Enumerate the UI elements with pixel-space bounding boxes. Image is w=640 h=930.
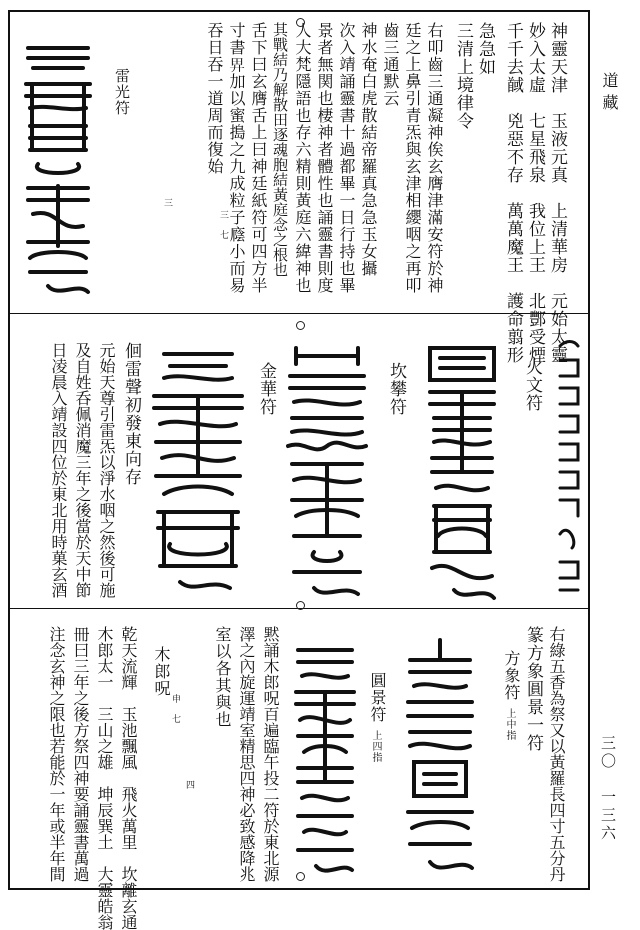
p1-col-10: 次入靖誦靈書十過都畢一日行持也畢 [337,22,356,294]
binding-hole-mid2 [296,601,305,610]
p3-label-yuanjing: 圓景符 [368,672,387,723]
p2-col-2: 元始天尊引雷炁以淨水咽之然後可施 [97,342,116,598]
p2-label-kan: 坎攀符 [386,362,406,416]
p1-mark-2: 三 [162,198,172,208]
p3-col-right-1: 右綠五香為祭又以黃羅長四寸五分丹 [547,626,566,882]
p1-col-2: 妙入太虛 七星飛泉 我位上王 北酆受煙 [525,22,545,364]
p3-col-left-4: 注念玄神之限也若能於一年或半年間 [47,626,66,882]
p3-label-fangxiang: 方象符 [502,650,521,701]
thunder-light-talisman [18,36,98,298]
p1-col-1: 神靈天津 玉液元真 上清華房 元始太靈 [547,22,567,364]
p1-col-15: 寸書𢌿加以蜜搗之九成粒子廕小而易 [227,22,246,294]
p3-label-yuanjing-note: 上四指 [370,730,381,763]
p2-col-1: 佪雷聲初發東向存 [121,342,141,486]
p3-label-mulang: 木郎呪 [152,646,171,697]
p1-col-6: 右叩齒三通凝神俟玄膺津滿安符於神 [425,22,444,294]
fangxiang-talisman [400,636,480,880]
p1-col-14: 舌下曰玄膺舌上曰神廷紙符可四方半 [249,22,268,294]
p2-label-jinhua: 金華符 [256,362,276,416]
fire-script-talisman [424,340,500,604]
p3-col-right-2: 篆方象圓景一符 [523,626,543,752]
p1-talisman-label: 雷光符 [113,68,131,116]
yuanjing-talisman [290,640,360,880]
p3-col-mid-2: 澤之內旋運靖室精思四神必致感降兆 [237,626,256,882]
kan-pan-talisman [284,340,370,602]
p1-col-16: 吞日吞一道周而復始 [205,22,224,175]
margin-top-label: 道藏 [600,72,619,116]
p3-col-left-3: 冊曰三年之後方祭四神要誦靈書萬過 [71,626,90,882]
p1-mark-1: 三 七 [218,210,228,240]
jinhua-talisman [150,344,246,594]
p3-col-left-1: 乾天流輝 玉池飄風 飛火萬里 坎離玄通 [119,626,138,930]
side-pattern-talisman [556,336,582,602]
binding-hole-mid1 [296,321,305,330]
p1-col-8: 齒三通默云 [381,22,400,107]
p3-col-mid-3: 室以各其與也 [213,626,232,728]
p2-col-3: 及自姓呑佩消魔三年之後當於天中節 [73,342,92,598]
p3-mark-2: 申 七 [170,694,180,724]
p1-col-4: 急急如 [475,22,495,76]
p3-label-fangxiang-note: 上中指 [504,708,515,741]
p2-label-fire: 火文符 [522,358,542,412]
p3-col-mid-1: 黙誦木郎呪百遍臨午投二符於東北源 [261,626,280,882]
p2-col-4: 日凌晨入靖設四位於東北用時菓玄酒 [49,342,68,598]
p1-col-11: 景者無関也棲神者體性也誦靈書則度 [315,22,334,294]
margin-bottom-label: 三〇 一三六 [599,735,617,843]
p1-col-13: 其戰結乃解散田逐魂胞結黃庭念之根也 [271,22,289,277]
p1-col-5: 三清上境律令 [453,22,473,130]
p1-col-12: 人大梵隱語也存六精則黃庭六緯神也 [293,22,312,294]
p1-col-9: 神水奄白虎散結帝羅真急急玉女攝 [359,22,378,277]
p3-col-left-2: 木郎太一 三山之雄 坤辰巽土 大靈皓翁 [95,626,114,930]
p1-col-7: 廷之上鼻引青炁與玄津相纓咽之再叩 [403,22,422,294]
p1-col-3: 千千去馘 兇惡不存 萬萬魔王 護命翦形 [503,22,523,364]
p3-mark-1: 四 [184,780,194,790]
